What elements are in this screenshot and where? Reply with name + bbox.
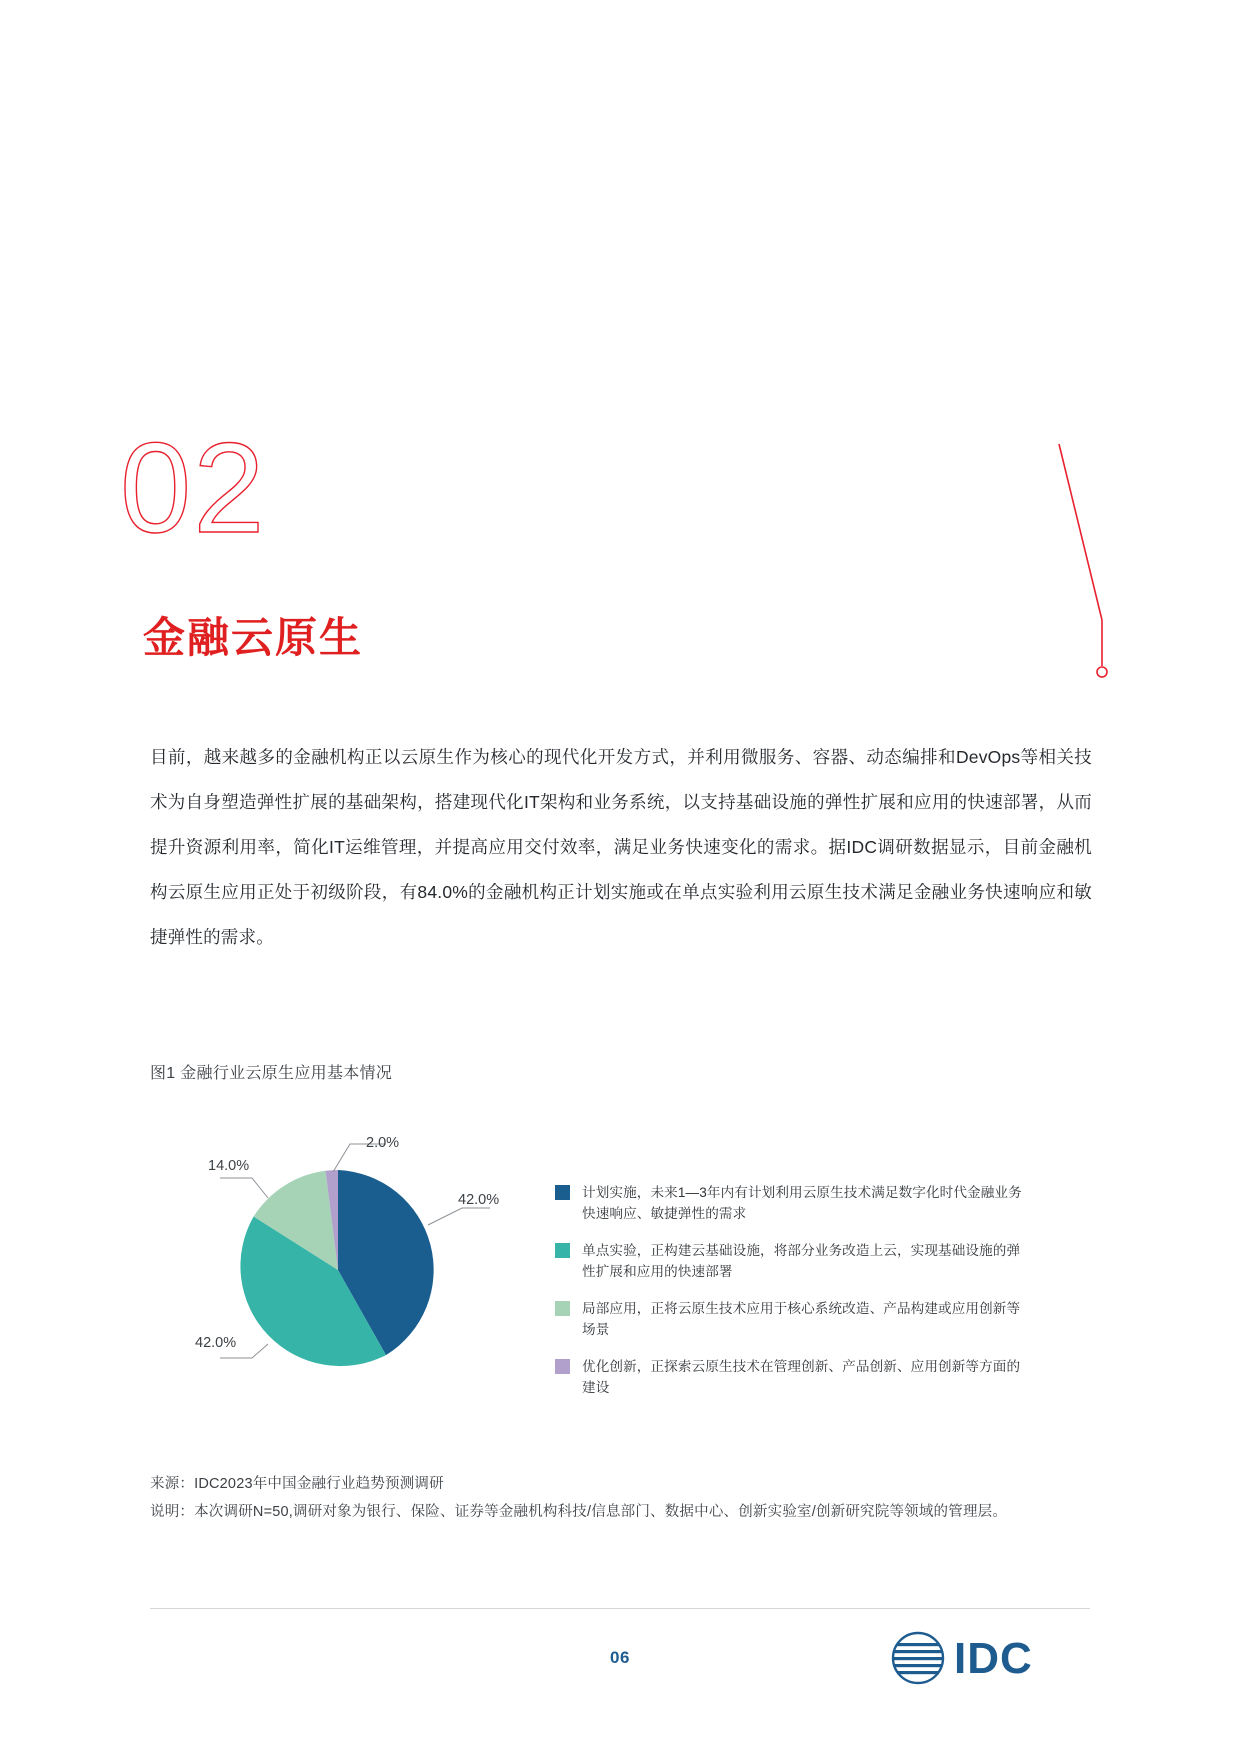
legend-label-1 bbox=[582, 1182, 1022, 1224]
figure-notes bbox=[150, 1470, 1050, 1526]
pie-slices bbox=[240, 1170, 433, 1366]
pie-label-upper-left: 14.0% bbox=[208, 1158, 250, 1174]
leader-line-14 bbox=[220, 1178, 268, 1198]
section-header bbox=[0, 417, 1240, 690]
legend-swatch-2 bbox=[555, 1243, 570, 1258]
legend-item bbox=[555, 1298, 1085, 1340]
idc-logo bbox=[888, 1628, 1088, 1688]
legend-swatch-3 bbox=[555, 1301, 570, 1316]
legend-label-3-line2: 场景 bbox=[582, 1322, 610, 1337]
legend-item bbox=[555, 1240, 1085, 1282]
legend-label-2-line2: 性扩展和应用的快速部署 bbox=[582, 1264, 733, 1279]
legend-label-4-line1: 优化创新，正探索云原生技术在管理创新、产品创新、应用创新等方面的 bbox=[582, 1359, 1021, 1374]
legend-swatch-1 bbox=[555, 1185, 570, 1200]
section-title: 金融云原生 bbox=[143, 614, 364, 661]
idc-globe-icon bbox=[893, 1633, 943, 1683]
body-paragraph: 目前，越来越多的金融机构正以云原生作为核心的现代化开发方式，并利用微服务、容器、动态编排和DevOps等相关技术为自身塑造弹性扩展的基础架构，搭建现代化IT架构和业务系统，以支持基础设施的弹性扩展和应用的快速部署，从而提升资源利用率，简化IT运维管理，并提高应用交付效率，满足业务快速变化的需求。据IDC调研数据显示，目前金融机构云原生应用正处于初级阶段，有84.0%的金融机构正计划实施或在单点实验利用云原生技术满足金融业务快速响应和敏捷弹性的需求。 bbox=[150, 747, 1092, 947]
pie-chart-figure bbox=[150, 1110, 1090, 1400]
legend-label-1-line1: 计划实施，未来1—3年内有计划利用云原生技术满足数字化时代金融业务 bbox=[582, 1185, 1022, 1200]
pie-label-top: 2.0% bbox=[366, 1135, 400, 1151]
section-number: 02 bbox=[120, 417, 267, 560]
figure-source: 来源：IDC2023年中国金融行业趋势预测调研 bbox=[150, 1476, 444, 1492]
pie-chart bbox=[190, 1120, 510, 1390]
idc-wordmark: IDC bbox=[954, 1634, 1033, 1683]
legend-label-2-line1: 单点实验，正构建云基础设施，将部分业务改造上云，实现基础设施的弹 bbox=[582, 1243, 1021, 1258]
leader-line-42-right bbox=[428, 1208, 490, 1225]
legend-label-3-line1: 局部应用，正将云原生技术应用于核心系统改造、产品构建或应用创新等 bbox=[582, 1301, 1021, 1316]
legend-label-3 bbox=[582, 1298, 1020, 1340]
footer-divider bbox=[150, 1608, 1090, 1609]
chart-legend bbox=[555, 1182, 1085, 1414]
legend-label-4-line2: 建设 bbox=[582, 1380, 610, 1395]
legend-label-2 bbox=[582, 1240, 1020, 1282]
legend-item bbox=[555, 1356, 1085, 1398]
legend-swatch-4 bbox=[555, 1359, 570, 1374]
pie-label-lower-left: 42.0% bbox=[195, 1335, 237, 1351]
legend-label-1-line2: 快速响应、敏捷弹性的需求 bbox=[582, 1206, 747, 1221]
figure-note: 说明：本次调研N=50,调研对象为银行、保险、证券等金融机构科技/信息部门、数据中心、创新实验室/创新研究院等领域的管理层。 bbox=[150, 1504, 1008, 1520]
pie-label-right: 42.0% bbox=[458, 1192, 500, 1208]
legend-item bbox=[555, 1182, 1085, 1224]
figure-caption: 图1 金融行业云原生应用基本情况 bbox=[150, 1065, 393, 1082]
page-number: 06 bbox=[610, 1648, 630, 1667]
legend-label-4 bbox=[582, 1356, 1020, 1398]
